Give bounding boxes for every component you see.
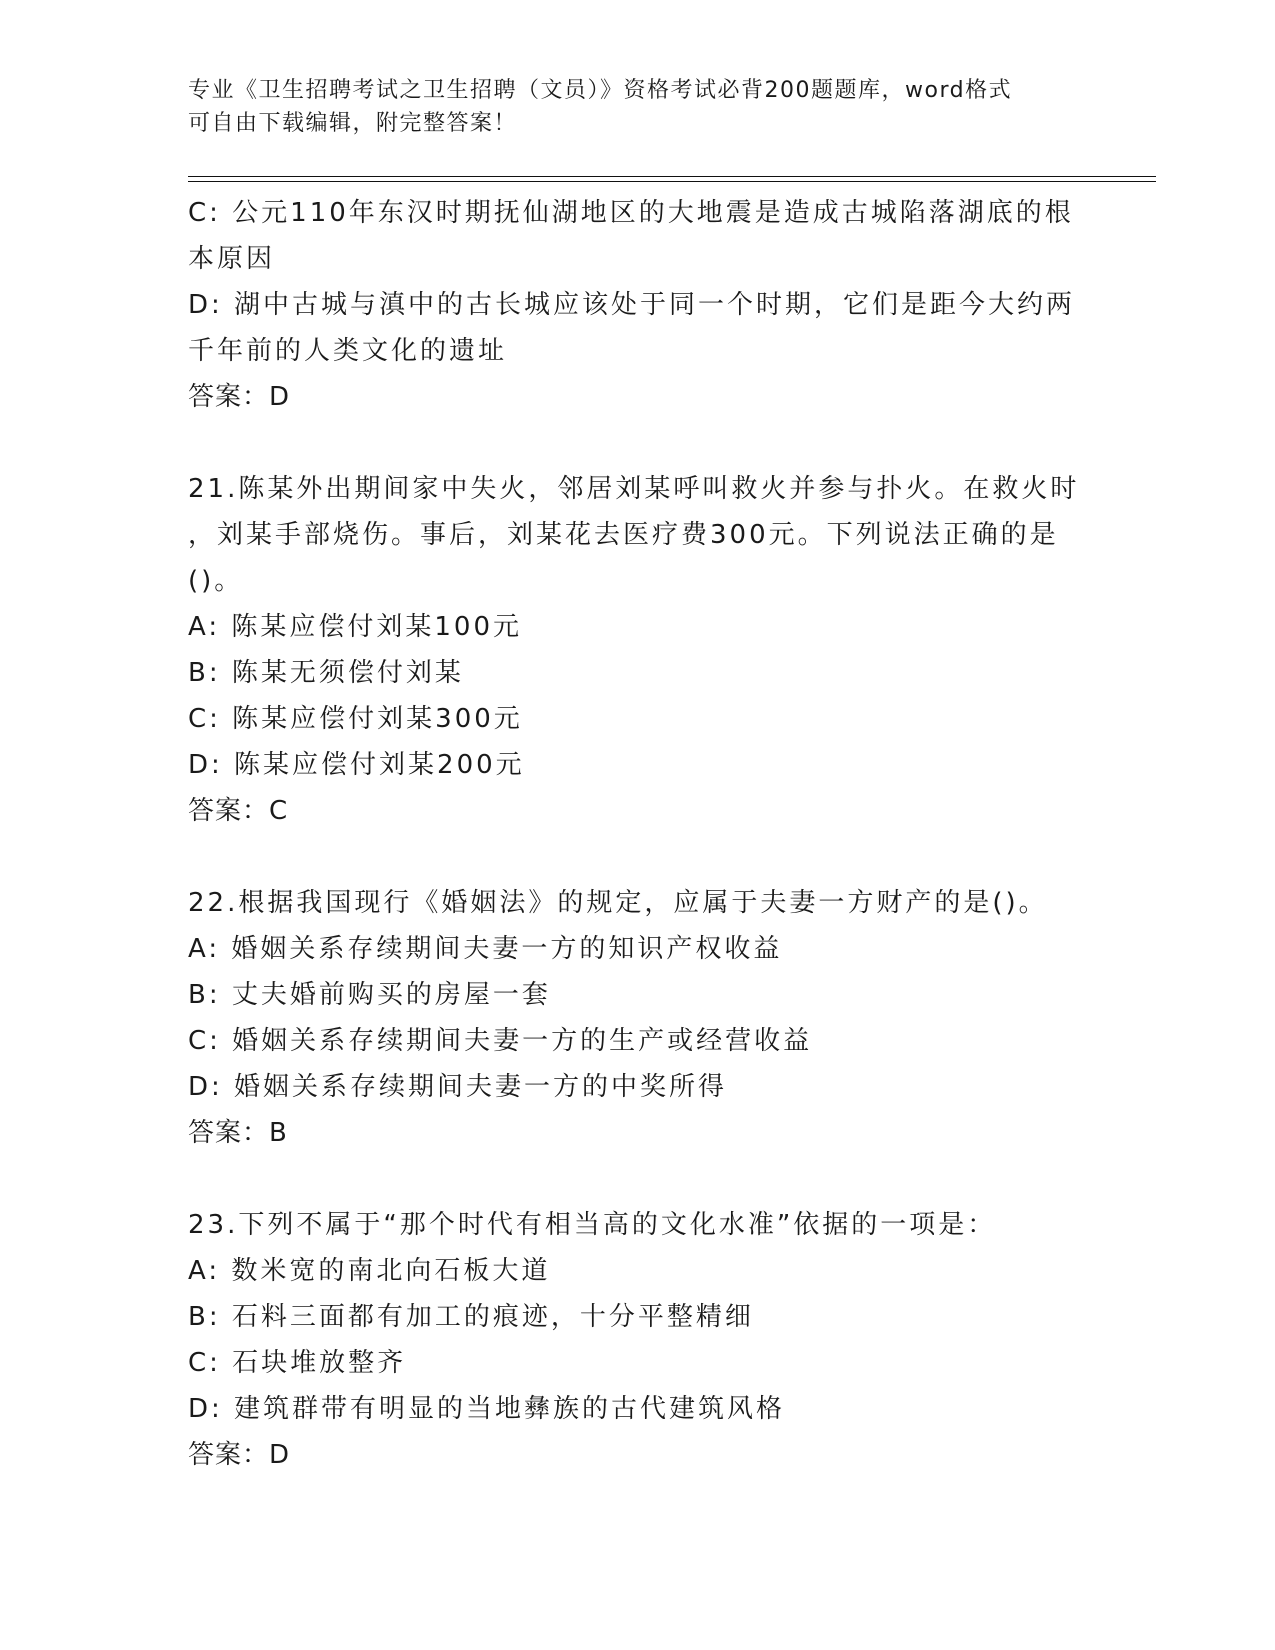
question-stem-line-2: ，刘某手部烧伤。事后，刘某花去医疗费300元。下列说法正确的是 bbox=[188, 520, 1059, 550]
option-a: A: 陈某应偿付刘某100元 bbox=[188, 612, 522, 642]
question-stem-line-1: 22.根据我国现行《婚姻法》的规定，应属于夫妻一方财产的是()。 bbox=[188, 888, 1048, 918]
spacer bbox=[188, 1156, 1088, 1202]
option-d: D: 建筑群带有明显的当地彝族的古代建筑风格 bbox=[188, 1394, 786, 1424]
header-line-1: 专业《卫生招聘考试之卫生招聘（文员）》资格考试必背200题题库，word格式 bbox=[188, 78, 1013, 103]
question-block-22 bbox=[188, 880, 1088, 1156]
option-c: C: 陈某应偿付刘某300元 bbox=[188, 704, 523, 734]
option-b: B: 丈夫婚前购买的房屋一套 bbox=[188, 980, 551, 1010]
page-header bbox=[188, 74, 1088, 140]
question-stem-line-1: 23.下列不属于“那个时代有相当高的文化水准”依据的一项是： bbox=[188, 1210, 997, 1240]
option-a: A: 婚姻关系存续期间夫妻一方的知识产权收益 bbox=[188, 934, 783, 964]
header-line-2: 可自由下载编辑，附完整答案！ bbox=[188, 111, 518, 136]
question-block-23 bbox=[188, 1202, 1088, 1478]
question-stem-line-1: 21.陈某外出期间家中失火，邻居刘某呼叫救火并参与扑火。在救火时 bbox=[188, 474, 1080, 504]
question-block-21 bbox=[188, 466, 1088, 834]
option-b: B: 石料三面都有加工的痕迹，十分平整精细 bbox=[188, 1302, 754, 1332]
header-divider-top bbox=[188, 176, 1156, 177]
document-body bbox=[188, 190, 1088, 1478]
option-d: D: 陈某应偿付刘某200元 bbox=[188, 750, 525, 780]
answer-line: 答案：B bbox=[188, 1118, 288, 1148]
option-d-line-2: 千年前的人类文化的遗址 bbox=[188, 336, 508, 366]
option-c: C: 婚姻关系存续期间夫妻一方的生产或经营收益 bbox=[188, 1026, 813, 1056]
option-d-line-1: D: 湖中古城与滇中的古长城应该处于同一个时期，它们是距今大约两 bbox=[188, 290, 1076, 320]
spacer bbox=[188, 834, 1088, 880]
answer-line: 答案：C bbox=[188, 796, 289, 826]
option-c-line-2: 本原因 bbox=[188, 244, 276, 274]
option-a: A: 数米宽的南北向石板大道 bbox=[188, 1256, 551, 1286]
option-b: B: 陈某无须偿付刘某 bbox=[188, 658, 464, 688]
answer-line: 答案：D bbox=[188, 382, 291, 412]
option-d: D: 婚姻关系存续期间夫妻一方的中奖所得 bbox=[188, 1072, 728, 1102]
header-divider-bottom bbox=[188, 181, 1156, 182]
option-c: C: 石块堆放整齐 bbox=[188, 1348, 407, 1378]
spacer bbox=[188, 420, 1088, 466]
answer-line: 答案：D bbox=[188, 1440, 291, 1470]
question-block-20 bbox=[188, 190, 1088, 420]
option-c-line-1: C: 公元110年东汉时期抚仙湖地区的大地震是造成古城陷落湖底的根 bbox=[188, 198, 1074, 228]
question-stem-line-3: ()。 bbox=[188, 566, 244, 596]
